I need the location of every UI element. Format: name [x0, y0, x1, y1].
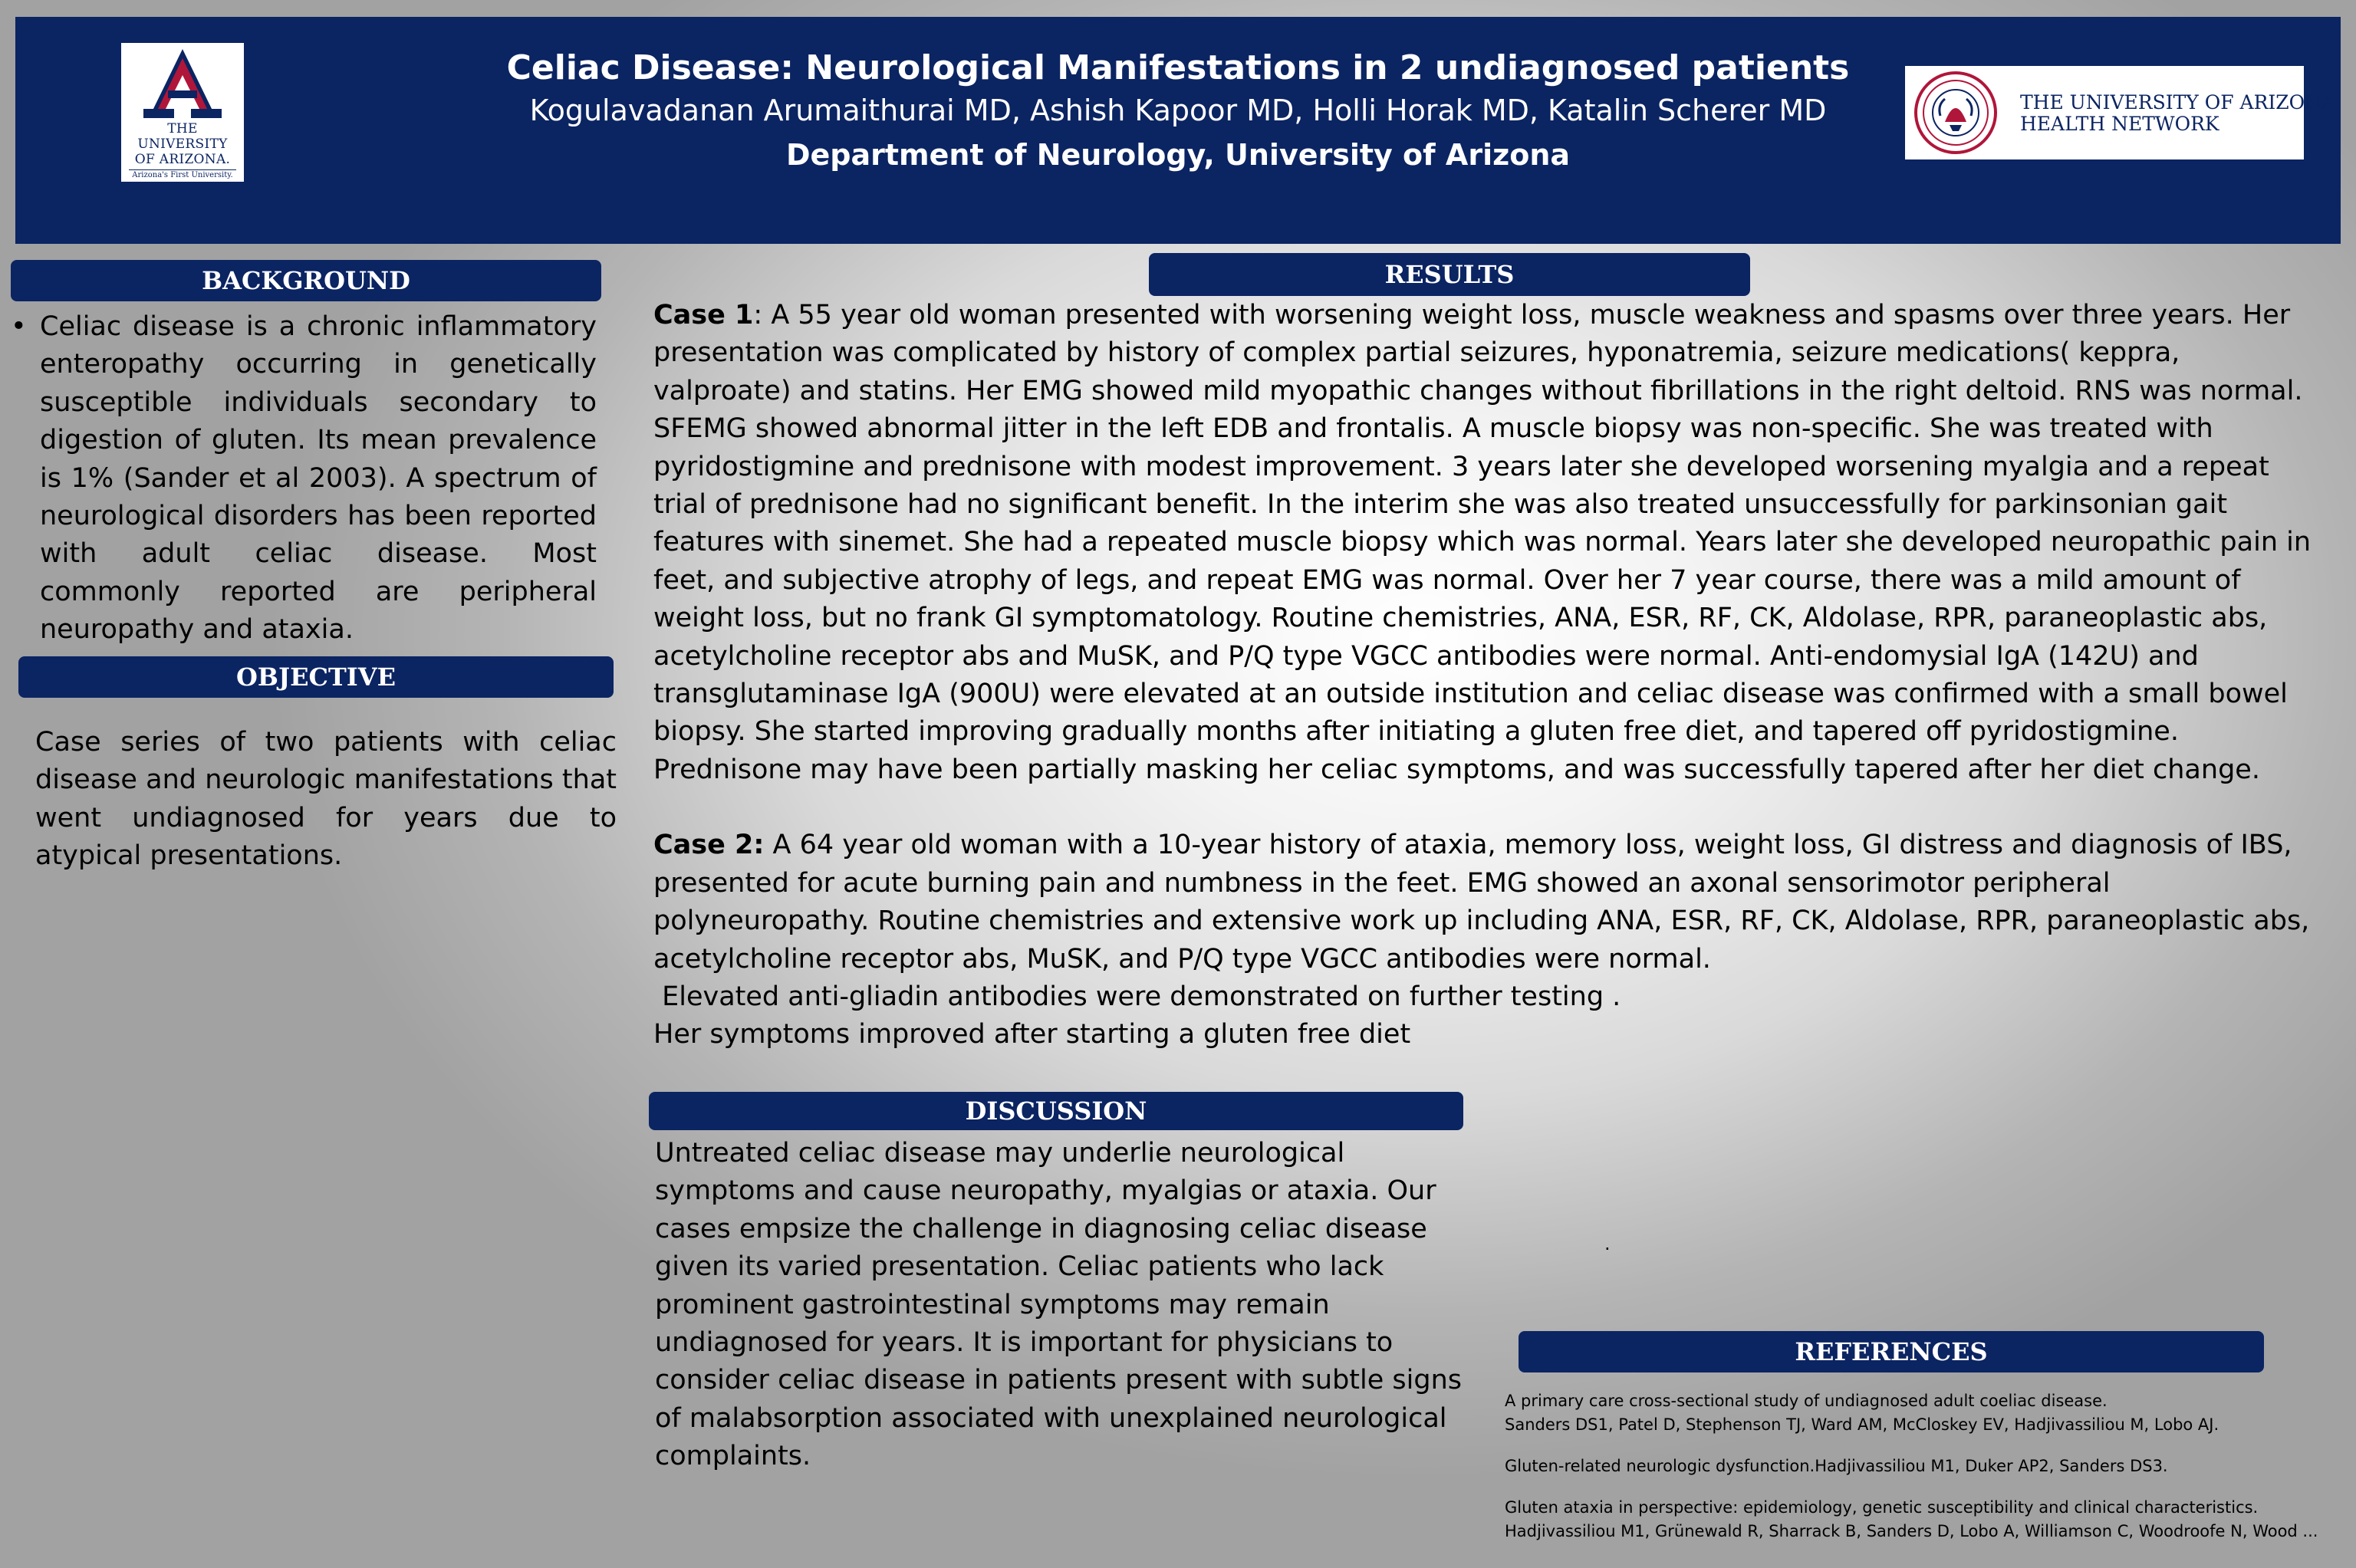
case-2	[653, 827, 2325, 978]
case-1-text: : A 55 year old woman presented with worsening weight loss, muscle weakness and spasms over three years. Her presentation was complicated by history of complex partial seizures, hyponatremia, seizure medications( keppra, valproate) and statins. Her EMG showed mild myopathic changes without fibrillations in the right deltoid. RNS was normal. SFEMG showed abnormal jitter in the left EDB and frontalis. A muscle biopsy was non-specific. She was treated with pyridostigmine and prednisone with modest improvement. 3 years later she developed worsening myalgia and a repeat trial of prednisone had no significant benefit. In the interim she was also treated unsuccessfully for parkinsonian gait features with sinemet. She had a repeated muscle biopsy which was normal. Years later she developed neuropathic pain in feet, and subjective atrophy of legs, and repeat EMG was normal. Over her 7 year course, there was a mild amount of weight loss, but no frank GI symptomatology. Routine chemistries, ANA, ESR, RF, CK, Aldolase, RPR, paraneoplastic abs, acetylcholine receptor abs and MuSK, and P/Q type VGCC antibodies were normal. Anti-endomysial IgA (142U) and transglutaminase IgA (900U) were elevated at an outside institution and celiac disease was confirmed with a small bowel biopsy. She started improving gradually months after initiating a gluten free diet, and tapered off pyridostigmine. Prednisone may have been partially masking her celiac symptoms, and was successfully tapered after her diet change.	[653, 300, 2312, 785]
objective-text: Case series of two patients with celiac disease and neurologic manifestations that went undiagnosed for years due to atypical presentations.	[35, 727, 617, 872]
discussion-text: Untreated celiac disease may underlie neurological symptoms and cause neuropathy, myalgias or ataxia. Our cases empsize the challenge in diagnosing celiac disease given its varied presentation. Celiac patients who lack prominent gastrointestinal symptoms may remain undiagnosed for years. It is important for physicians to consider celiac disease in patients present with subtle signs of malabsorption associated with unexplained neurological complaints.	[655, 1138, 1462, 1472]
stray-dot: .	[1604, 1233, 1611, 1254]
reference-item	[1505, 1389, 2348, 1437]
case-2-line2: Elevated anti-gliadin antibodies were demonstrated on further testing .	[653, 981, 1621, 1012]
background-text: • Celiac disease is a chronic inflammatory enteropathy occurring in genetically susceptible individuals secondary to digestion of gluten. Its mean prevalence is 1% (Sander et al 2003). A spectrum of neurological disorders has been reported with adult celiac disease. Most commonly reported are peripheral neuropathy and ataxia.	[11, 308, 597, 649]
background-heading: BACKGROUND	[11, 260, 601, 301]
references-list	[1505, 1389, 2348, 1561]
uahn-logo-line2: HEALTH NETWORK	[2020, 113, 2219, 135]
reference-1-authors: Sanders DS1, Patel D, Stephenson TJ, Ward AM, McCloskey EV, Hadjivassiliou M, Lobo AJ.	[1505, 1415, 2219, 1434]
case-2-label: Case 2:	[653, 830, 765, 861]
ua-logo-tagline: Arizona's First University.	[129, 169, 236, 179]
results-heading: RESULTS	[1149, 253, 1750, 296]
poster-department: Department of Neurology, University of Arizona	[785, 138, 1571, 172]
reference-item	[1505, 1496, 2348, 1543]
reference-1-title: A primary care cross-sectional study of undiagnosed adult coeliac disease.	[1505, 1392, 2108, 1410]
discussion-heading: DISCUSSION	[649, 1092, 1463, 1130]
reference-3-title: Gluten ataxia in perspective: epidemiology, genetic susceptibility and clinical characteristics.	[1505, 1498, 2259, 1517]
objective-heading: OBJECTIVE	[18, 656, 614, 698]
ua-logo-line2: OF ARIZONA.	[134, 152, 231, 167]
uahn-logo-line1: THE UNIVERSITY OF ARIZONA	[2020, 91, 2336, 113]
ua-health-network-logo	[1905, 66, 2336, 159]
health-network-seal-icon	[1914, 71, 1997, 157]
references-heading: REFERENCES	[1519, 1331, 2264, 1372]
poster-title: Celiac Disease: Neurological Manifestations in 2 undiagnosed patients	[506, 48, 1850, 87]
case-2-line3: Her symptoms improved after starting a gluten free diet	[653, 1019, 1411, 1050]
reference-item	[1505, 1455, 2348, 1478]
poster-authors: Kogulavadanan Arumaithurai MD, Ashish Kapoor MD, Holli Horak MD, Katalin Scherer MD	[529, 94, 1827, 127]
case-2-text: A 64 year old woman with a 10-year history of ataxia, memory loss, weight loss, GI distress and diagnosis of IBS, presented for acute burning pain and numbness in the feet. EMG showed an axonal sensorimotor peripheral polyneuropathy. Routine chemistries and extensive work up including ANA, ESR, RF, CK, Aldolase, RPR, paraneoplastic abs, acetylcholine receptor abs, MuSK, and P/Q type VGCC antibodies were normal.	[653, 830, 2310, 975]
case-1-label: Case 1	[653, 300, 754, 330]
reference-2-title: Gluten-related neurologic dysfunction.Hadjivassiliou M1, Duker AP2, Sanders DS3.	[1505, 1457, 2168, 1475]
background-section	[11, 308, 597, 649]
case-1	[653, 297, 2325, 789]
reference-3-authors: Hadjivassiliou M1, Grünewald R, Sharrack B, Sanders D, Lobo A, Williamson C, Woodroofe N, Wood ...	[1505, 1522, 2318, 1540]
ua-logo-line1: THE UNIVERSITY	[137, 121, 228, 152]
results-section	[653, 297, 2325, 1054]
uahn-logo-text	[2020, 92, 2335, 135]
